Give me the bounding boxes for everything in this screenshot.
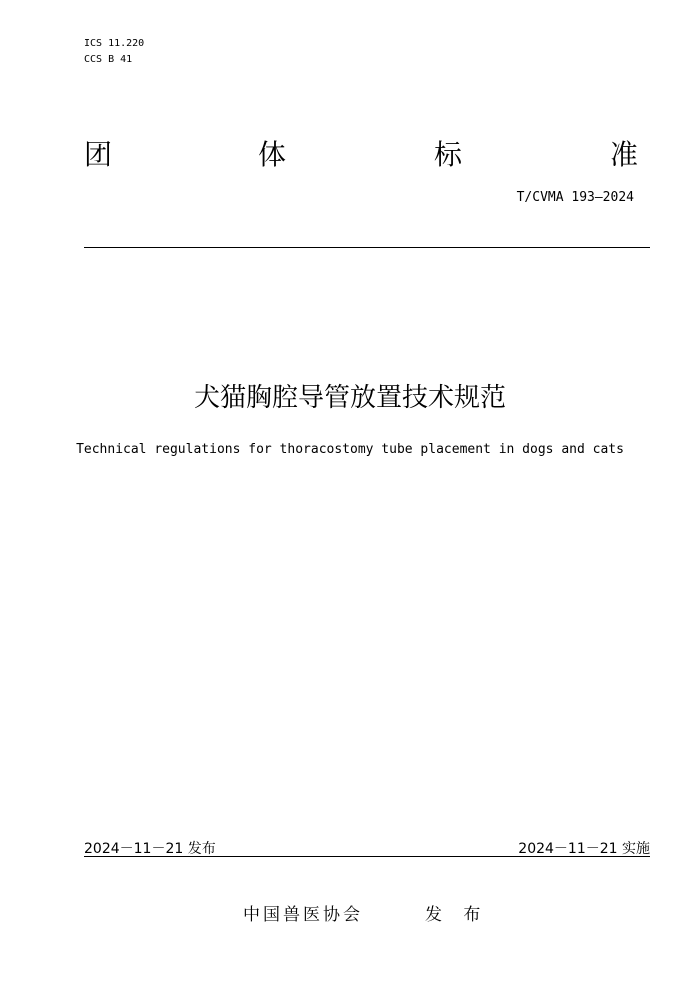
ics-code: ICS 11.220: [84, 38, 145, 49]
issue-date: 2024－11－21 发布: [84, 841, 216, 857]
ccs-code: CCS B 41: [84, 54, 133, 65]
standard-type-char-4: 准: [610, 138, 639, 171]
header-divider: [84, 247, 650, 248]
publisher-name: 中国兽医协会: [243, 905, 363, 925]
standard-number: T/CVMA 193—2024: [516, 190, 634, 205]
standard-type-heading: [84, 135, 638, 175]
document-title-chinese: 犬猫胸腔导管放置技术规范: [193, 383, 506, 413]
standard-type-char-1: 团: [84, 138, 113, 171]
document-title-english: Technical regulations for thoracostomy tube placement in dogs and cats: [76, 442, 624, 457]
classification-codes: [84, 36, 144, 68]
standard-type-char-3: 标: [434, 138, 463, 171]
publish-label: 发 布: [425, 905, 489, 925]
footer-divider: [84, 856, 650, 857]
implementation-date: 2024－11－21 实施: [518, 841, 650, 857]
standard-type-char-2: 体: [258, 138, 287, 171]
